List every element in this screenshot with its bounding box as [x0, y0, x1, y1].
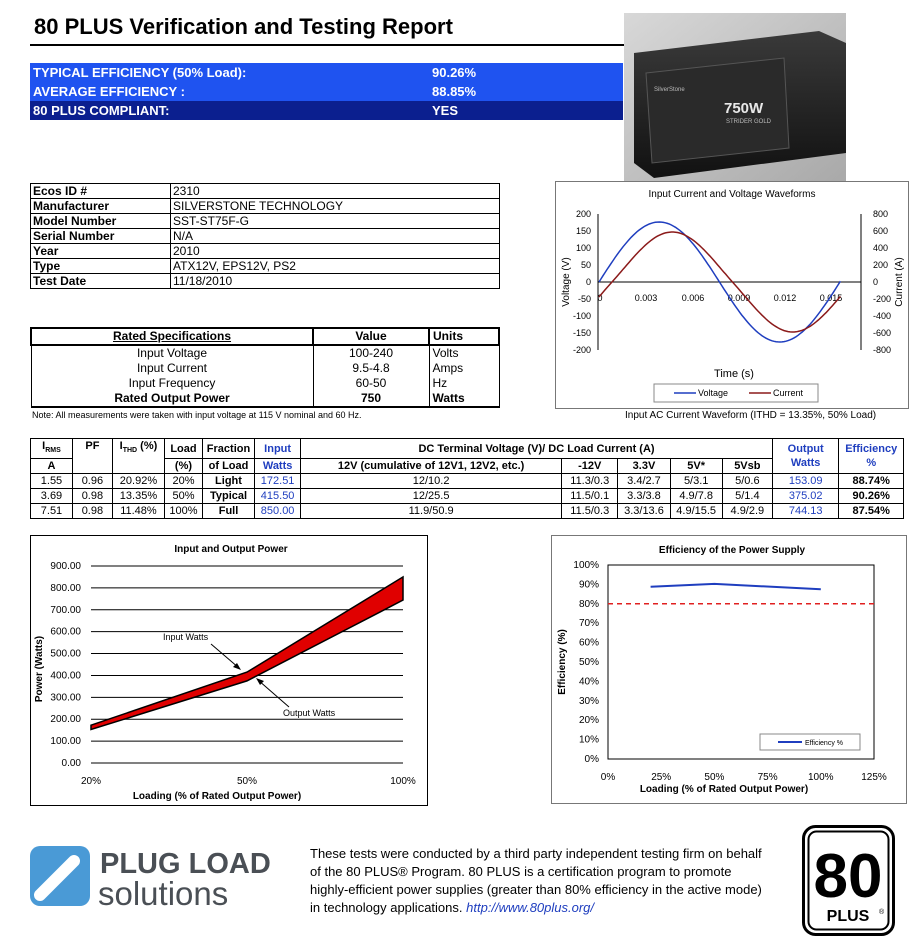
- svg-text:200: 200: [873, 260, 889, 270]
- efficiency-y-tick: 50%: [578, 657, 599, 668]
- power-y-tick: 300.00: [50, 692, 81, 704]
- page-title: 80 PLUS Verification and Testing Report: [34, 14, 453, 39]
- header-ithd: $I_{THD}$ (%): [112, 439, 164, 474]
- efficiency-x-tick: 125%: [861, 772, 887, 783]
- table-row: Input Voltage 100-240 Volts: [31, 345, 499, 361]
- table-row: 1.55 0.96 20.92% 20% Light 172.51 12/10.2 11.3/0.3 3.4/2.7 5/3.1 5/0.6 153.09 88.74%: [31, 474, 904, 489]
- svg-text:750W: 750W: [724, 100, 764, 117]
- table-header: $I_{RMS}$ PF $I_{THD}$ (%) Load Fraction Input DC Terminal Voltage (V)/ DC Load Current (A) Output Watts Efficiency %: [31, 439, 904, 459]
- waveform-chart: [555, 181, 909, 409]
- svg-text:80: 80: [813, 842, 883, 911]
- power-y-ticks: [50, 561, 81, 769]
- table-row: Test Date 11/18/2010: [31, 274, 500, 289]
- power-y-label: Power (Watts): [34, 635, 45, 703]
- waveform-title: Input Current and Voltage Waveforms: [648, 189, 816, 200]
- power-y-tick: 800.00: [50, 582, 81, 594]
- table-row: Type ATX12V, EPS12V, PS2: [31, 259, 500, 274]
- svg-text:-600: -600: [873, 328, 892, 338]
- svg-text:-800: -800: [873, 345, 892, 355]
- svg-text:Efficiency %: Efficiency %: [805, 740, 843, 747]
- summary-average: AVERAGE EFFICIENCY : 88.85%: [30, 82, 623, 101]
- power-chart-title: Input and Output Power: [174, 544, 288, 555]
- power-y-tick: 900.00: [50, 561, 81, 572]
- table-row: 3.69 0.98 13.35% 50% Typical 415.50 12/25.5 11.5/0.1 3.3/3.8 4.9/7.8 5/1.4 375.02 90.26%: [31, 489, 904, 504]
- 80plus-link[interactable]: http://www.80plus.org/: [466, 900, 595, 915]
- svg-text:100: 100: [575, 243, 591, 253]
- svg-text:20%: 20%: [80, 776, 102, 787]
- svg-text:0.006: 0.006: [681, 293, 705, 303]
- power-gridlines: [91, 566, 403, 763]
- efficiency-x-ticks: [601, 772, 887, 783]
- svg-text:Current: Current: [773, 388, 804, 398]
- table-row: Model Number SST-ST75F-G: [31, 214, 500, 229]
- svg-text:0.012: 0.012: [773, 293, 797, 303]
- table-row: Year 2010: [31, 244, 500, 259]
- summary-typical: TYPICAL EFFICIENCY (50% Load): 90.26%: [30, 63, 623, 82]
- efficiency-y-tick: 0%: [584, 754, 599, 765]
- efficiency-x-tick: 50%: [704, 772, 725, 783]
- svg-text:-100: -100: [572, 311, 591, 321]
- table-row: Input Current 9.5-4.8 Amps: [31, 361, 499, 376]
- product-photo: [624, 13, 846, 181]
- waveform-y-label: Voltage (V): [561, 257, 572, 307]
- power-y-tick: 600.00: [50, 626, 81, 638]
- input-watts-label: Input Watts: [163, 632, 209, 642]
- efficiency-y-tick: 70%: [578, 618, 599, 630]
- efficiency-y-tick: 60%: [578, 637, 599, 649]
- 80-plus-badge: [802, 825, 895, 936]
- efficiency-x-tick: 100%: [808, 772, 834, 783]
- waveform-y2-label: Current (A): [894, 257, 905, 307]
- plug-load-solutions-logo: [30, 843, 292, 909]
- power-y-tick: 700.00: [50, 604, 81, 616]
- svg-text:100%: 100%: [390, 776, 416, 787]
- power-y-tick: 200.00: [50, 714, 81, 726]
- efficiency-y-tick: 20%: [578, 715, 599, 727]
- table-row: Serial Number N/A: [31, 229, 500, 244]
- input-output-power-chart: [30, 535, 428, 806]
- table-header: Rated Specifications Value Units: [31, 328, 499, 345]
- power-y-tick: 0.00: [61, 758, 81, 769]
- efficiency-chart-title: Efficiency of the Power Supply: [658, 545, 806, 556]
- table-row: Manufacturer SILVERSTONE TECHNOLOGY: [31, 199, 500, 214]
- svg-text:®: ®: [879, 909, 885, 916]
- rated-specifications-table: [30, 327, 500, 408]
- svg-text:0.009: 0.009: [727, 293, 751, 303]
- efficiency-y-tick: 90%: [578, 579, 599, 591]
- table-row: Ecos ID # 2310: [31, 184, 500, 199]
- power-x-ticks: [81, 776, 416, 787]
- svg-text:STRIDER GOLD: STRIDER GOLD: [726, 119, 772, 125]
- header-efficiency: Efficiency %: [839, 439, 904, 474]
- waveform-legend: [654, 384, 818, 402]
- svg-text:0: 0: [597, 293, 603, 303]
- power-y-tick: 500.00: [50, 648, 81, 660]
- table-row: Input Frequency 60-50 Hz: [31, 376, 499, 391]
- title-divider: [30, 44, 624, 46]
- svg-text:0: 0: [585, 277, 591, 287]
- header-output: Output Watts: [772, 439, 839, 474]
- measurement-note: Note: All measurements were taken with input voltage at 115 V nominal and 60 Hz.: [32, 410, 362, 420]
- svg-text:-200: -200: [572, 345, 591, 355]
- power-y-tick: 400.00: [50, 670, 81, 682]
- svg-text:-200: -200: [873, 294, 892, 304]
- svg-text:800: 800: [873, 209, 889, 219]
- waveform-y2-ticks: [873, 209, 891, 355]
- efficiency-y-tick: 40%: [578, 676, 599, 688]
- efficiency-x-tick: 0%: [600, 772, 616, 783]
- svg-text:0.003: 0.003: [634, 293, 658, 303]
- svg-text:0.015: 0.015: [819, 293, 843, 303]
- power-x-label: Loading (% of Rated Output Power): [132, 791, 302, 802]
- efficiency-y-tick: 30%: [578, 695, 599, 707]
- svg-text:600: 600: [873, 226, 889, 236]
- footer-description: These tests were conducted by a third party independent testing firm on behalf of the 80 PLUS® Program. 80 PLUS is a certification program to promote highly-efficient power supplies (greater than 80% efficiency in the active mode) in technology applications. http://www.80plus.org/: [310, 846, 762, 915]
- summary-compliant: 80 PLUS COMPLIANT: YES: [30, 101, 623, 120]
- output-watts-label: Output Watts: [283, 708, 336, 718]
- efficiency-x-tick: 25%: [651, 772, 672, 783]
- svg-text:solutions: solutions: [98, 875, 229, 909]
- svg-text:-400: -400: [873, 311, 892, 321]
- power-y-tick: 100.00: [50, 736, 81, 748]
- efficiency-y-tick: 80%: [578, 598, 599, 610]
- svg-text:-50: -50: [577, 294, 591, 304]
- svg-text:Voltage: Voltage: [698, 388, 729, 398]
- efficiency-y-ticks: [573, 560, 599, 765]
- unit-info-table: [30, 183, 500, 289]
- efficiency-chart: [551, 535, 907, 804]
- svg-text:150: 150: [575, 226, 591, 236]
- efficiency-y-tick: 10%: [578, 734, 599, 746]
- waveform-y-ticks: [573, 209, 591, 355]
- table-row: 7.51 0.98 11.48% 100% Full 850.00 11.9/50.9 11.5/0.3 3.3/13.6 4.9/15.5 4.9/2.9 744.13 87.54%: [31, 504, 904, 519]
- svg-text:0: 0: [873, 277, 879, 287]
- efficiency-y-label: Efficiency (%): [557, 629, 568, 695]
- svg-text:-150: -150: [572, 328, 591, 338]
- header-irms: $I_{RMS}$: [31, 439, 73, 459]
- waveform-x-ticks: [597, 293, 842, 303]
- table-header: A (%) of Load Watts 12V (cumulative of 12V1, 12V2, etc.) -12V 3.3V 5V* 5Vsb: [31, 459, 904, 474]
- svg-text:PLUS: PLUS: [826, 908, 870, 925]
- waveform-caption: Input AC Current Waveform (ITHD = 13.35%, 50% Load): [625, 410, 877, 421]
- efficiency-x-tick: 75%: [757, 772, 778, 783]
- svg-text:50: 50: [580, 260, 591, 270]
- efficiency-legend: [760, 734, 860, 750]
- svg-text:50%: 50%: [236, 776, 258, 787]
- svg-text:PLUG LOAD: PLUG LOAD: [100, 848, 271, 880]
- test-results-table: [30, 438, 904, 519]
- table-row: Rated Output Power 750 Watts: [31, 391, 499, 407]
- svg-text:400: 400: [873, 243, 889, 253]
- efficiency-summary: [30, 63, 623, 121]
- svg-text:SilverStone: SilverStone: [654, 87, 685, 93]
- svg-text:200: 200: [575, 209, 591, 219]
- efficiency-x-label: Loading (% of Rated Output Power): [639, 784, 809, 795]
- waveform-x-label: Time (s): [714, 368, 754, 380]
- efficiency-y-tick: 100%: [573, 560, 599, 571]
